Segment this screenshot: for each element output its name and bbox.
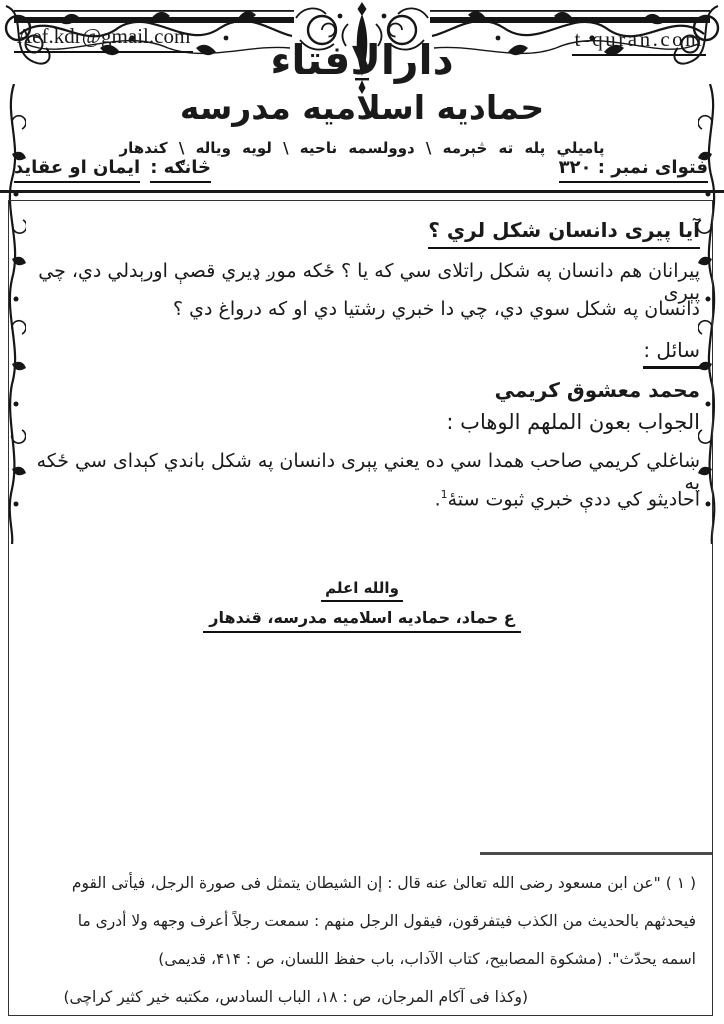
answer-period: .: [434, 488, 441, 511]
footnotes-block: [28, 864, 696, 1016]
asker-label: [643, 338, 700, 362]
madrasa-name: حمادیه اسلامیه مدرسه: [179, 88, 545, 127]
answer-line-text: احادیثو کي ددې خبري ثبوت ستۀ: [447, 488, 700, 511]
signature-block: [0, 578, 724, 633]
answer-line: ښاغلي کریمي صاحب همدا سي ده یعني پېری دانسان په شکل باندي کېدای سي ځکه په: [36, 450, 700, 494]
email-link[interactable]: Aef.kdr@gmail.com: [14, 24, 193, 53]
question-line: دانسان په شکل سوي دي، چي دا خبري رشتیا دي او که درواغ دي ؟: [173, 298, 700, 320]
asker-name: محمد معشوق کریمي: [494, 378, 700, 402]
category-label: څانګه :: [150, 157, 211, 183]
fatwa-number-text: فتوای نمبر : ۳۲۰: [559, 157, 708, 183]
website-link[interactable]: t-quran.com: [572, 27, 706, 56]
signature-mufti: ع حماد، حمادیه اسلامیه مدرسه، قندهار: [203, 608, 520, 633]
category-row: [14, 157, 211, 183]
category-value: ایمان او عقاید: [14, 157, 140, 183]
header-divider: [0, 190, 724, 193]
footnote-marker: 1: [440, 488, 448, 501]
question-heading: آیا پیری دانسان شکل لري ؟: [428, 218, 700, 249]
asker-label-text: سائل :: [643, 338, 700, 369]
footnote-separator: [480, 852, 712, 855]
question-line: پیرانان هم دانسان په شکل راتلای سي که یا ؟ ځکه موږ ډیري قصې اورېدلي دي، چي پېری: [38, 260, 700, 304]
answer-line: [24, 488, 700, 510]
answer-intro: الجواب بعون الملهم الوهاب :: [446, 410, 700, 434]
footnote-line: (وکذا فی آکام المرجان، ص : ۱۸، الباب السادس، مکتبه خیر کثیر کراچی): [63, 988, 528, 1006]
footnote-line: فیحدثهم بالحدیث من الکذب فیتفرقون، فیقول الرجل منهم : سمعت رجلاً أعرف وجهه ولا أدری ما: [77, 912, 696, 930]
madrasa-address: پامیلي پله ته څېرمه \ دوولسمه ناحیه \ لویه ویاله \ کندهار: [119, 139, 605, 157]
signature-allah-knows-best: والله اعلم: [321, 579, 403, 602]
fatwa-number: [559, 157, 708, 178]
footnote-line: ( ۱ ) "عن ابن مسعود رضی الله تعالیٰ عنه قال : إن الشیطان یتمثل فی صورة الرجل، فیأتی القوم: [71, 874, 696, 892]
dar-al-ifta-title: دارالافتاء: [270, 36, 454, 84]
footnote-line: اسمه یحدّث". (مشکوة المصابیح، کتاب الآداب، باب حفظ اللسان، ص : ۴۱۴، قدیمی): [158, 950, 696, 968]
